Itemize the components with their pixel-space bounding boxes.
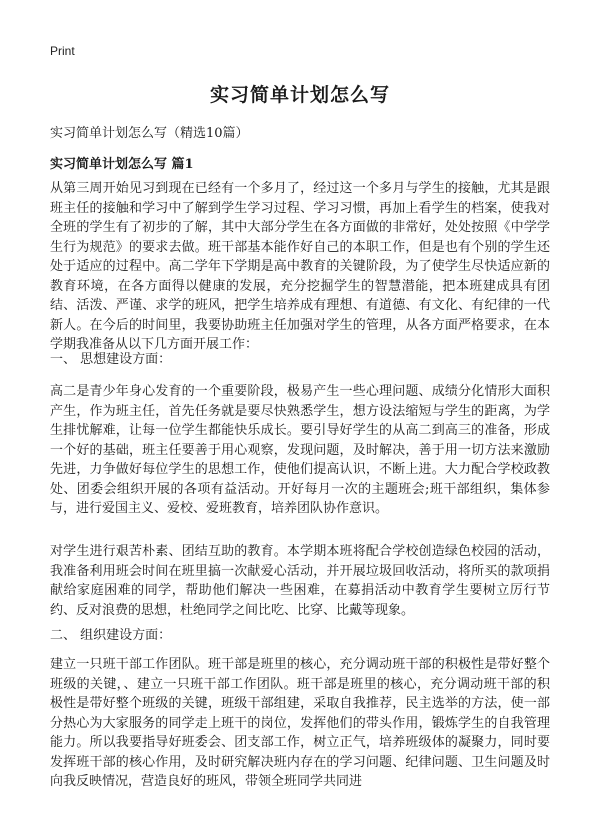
document-subtitle: 实习简单计划怎么写（精选10篇） xyxy=(50,126,249,141)
paragraph-block-4 xyxy=(50,655,550,792)
paragraph-3: 对学生进行艰苦朴素、团结互助的教育。本学期本班将配合学校创造绿色校园的活动，我准备利用班会时间在班里搞一次献爱心活动，并开展垃圾回收活动，将所买的款项捐献给家庭困难的同学，帮助他们解决一些困难，在募捐活动中教育学生要树立厉行节约、反对浪费的思想，杜绝同学之间比吃、比穿、比戴等现象。 xyxy=(50,544,550,618)
paragraph-block-2 xyxy=(50,382,550,519)
heading-organization: 二、 组织建设方面： xyxy=(50,628,172,643)
section-title: 实习简单计划怎么写 篇1 xyxy=(50,157,194,172)
heading-ideology: 一、 思想建设方面： xyxy=(50,352,172,367)
heading-block-1 xyxy=(50,350,550,370)
paragraph-4: 建立一只班干部工作团队。班干部是班里的核心，充分调动班干部的积极性是带好整个班级的关键，、建立一只班干部工作团队。班干部是班里的核心，充分调动班干部的积极性是带好整个班级的关键，班级干部组建，采取自我推荐，民主选举的方法，使一部分热心为大家服务的同学走上班干的岗位，发挥他们的带头作用，锻炼学生的自我管理能力。所以我要指导好班委会、团支部工作，树立正气，培养班级体的凝聚力，同时要发挥班干部的核心作用，及时研究解决班内存在的学习问题、纪律问题、卫生问题及时向我反映情况，营造良好的班风，带领全班同学共同进 xyxy=(50,657,550,789)
paragraph-1: 从第三周开始见习到现在已经有一个多月了，经过这一个多月与学生的接触，尤其是跟班主任的接触和学习中了解到学生学习过程、学习习惯，再加上看学生的档案，使我对全班的学生有了初步的了解，其中大部分学生在各方面做的非常好，处处按照《中学学生行为规范》的要求去做。班干部基本能作好自己的本职工作，但是也有个别的学生还处于适应的过程中。高二学年下学期是高中教育的关键阶段，为了使学生尽快适应新的教育环境，在各方面得以健康的发展，充分挖掘学生的智慧潜能，把本班建成具有团结、活泼、严谨、求学的班风，把学生培养成有理想、有道德、有文化、有纪律的一代新人。在今后的时间里，我要协助班主任加强对学生的管理，从各方面严格要求，在本学期我准备从以下几方面开展工作： xyxy=(50,181,550,352)
heading-block-2 xyxy=(50,626,550,646)
paragraph-block-3 xyxy=(50,542,550,620)
paragraph-2: 高二是青少年身心发育的一个重要阶段，极易产生一些心理问题、成绩分化情形大面积产生，作为班主任，首先任务就是要尽快熟悉学生，想方设法缩短与学生的距离，为学生排忧解难，让每一位学生都能快乐成长。要引导好学生的从高二到高三的准备，形成一个好的基础，班主任要善于用心观察，发现问题，及时解决，善于用一切方法来激励先进，力争做好每位学生的思想工作，使他们提高认识，不断上进。大力配合学校政教处、团委会组织开展的各项有益活动。开好每月一次的主题班会;班干部组织，集体参与，进行爱国主义、爱校、爱班教育，培养团队协作意识。 xyxy=(50,384,550,516)
print-link[interactable]: Print xyxy=(50,44,75,58)
paragraph-block-1 xyxy=(50,179,550,355)
document-title: 实习简单计划怎么写 xyxy=(209,84,390,106)
